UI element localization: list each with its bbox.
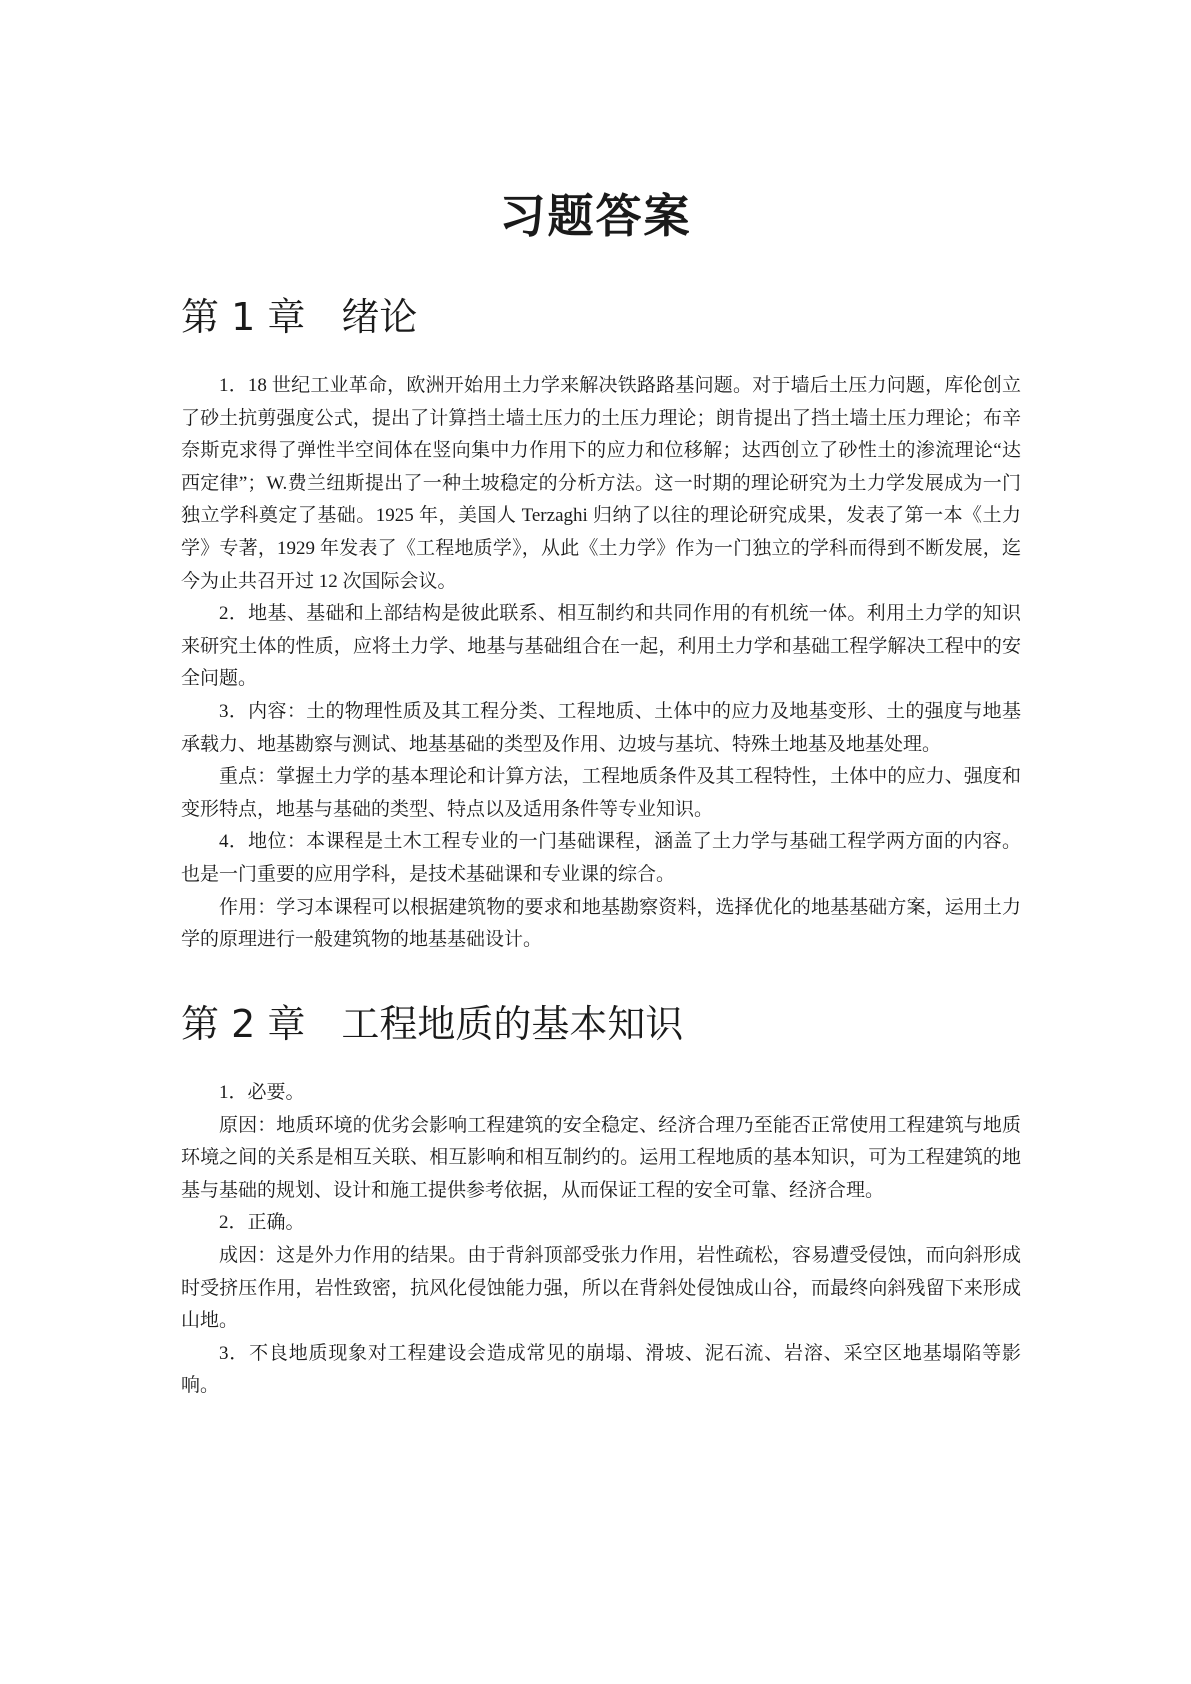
chapter-2-paragraph-3: 2．正确。 bbox=[219, 1212, 305, 1234]
chapter-2-paragraph-2: 原因：地质环境的优劣会影响工程建筑的安全稳定、经济合理乃至能否正常使用工程建筑与地质环境之间的关系是相互关联、相互影响和相互制约的。运用工程地质的基本知识，可为工程建筑的地基与基础的规划、设计和施工提供参考依据，从而保证工程的安全可靠、经济合理。 bbox=[181, 1114, 1021, 1201]
chapter-1-paragraph-2: 2．地基、基础和上部结构是彼此联系、相互制约和共同作用的有机统一体。利用土力学的知识来研究土体的性质，应将土力学、地基与基础组合在一起，利用土力学和基础工程学解决工程中的安全问题。 bbox=[181, 603, 1021, 690]
chapter-1-body bbox=[181, 370, 1021, 957]
chapter-1-name: 绪论 bbox=[341, 295, 418, 339]
chapter-2-heading bbox=[181, 999, 1021, 1049]
chapter-2-paragraph-4: 成因：这是外力作用的结果。由于背斜顶部受张力作用，岩性疏松，容易遭受侵蚀，而向斜形成时受挤压作用，岩性致密，抗风化侵蚀能力强，所以在背斜处侵蚀成山谷，而最终向斜残留下来形成山地。 bbox=[181, 1244, 1021, 1332]
chapter-2-paragraph-5: 3．不良地质现象对工程建设会造成常见的崩塌、滑坡、泥石流、岩溶、采空区地基塌陷等影响。 bbox=[181, 1342, 1021, 1397]
chapter-1-heading bbox=[181, 292, 1021, 342]
chapter-1-paragraph-6: 作用：学习本课程可以根据建筑物的要求和地基勘察资料，选择优化的地基基础方案，运用土力学的原理进行一般建筑物的地基基础设计。 bbox=[181, 896, 1021, 951]
chapter-2-number: 第 2 章 bbox=[181, 1002, 306, 1046]
chapter-1-paragraph-4: 重点：掌握土力学的基本理论和计算方法，工程地质条件及其工程特性，土体中的应力、强度和变形特点，地基与基础的类型、特点以及适用条件等专业知识。 bbox=[181, 766, 1021, 820]
document-title: 习题答案 bbox=[499, 189, 692, 243]
chapter-1-number: 第 1 章 bbox=[181, 295, 306, 339]
chapter-1-paragraph-3: 3．内容：土的物理性质及其工程分类、工程地质、土体中的应力及地基变形、土的强度与地基承载力、地基勘察与测试、地基基础的类型及作用、边坡与基坑、特殊土地基及地基处理。 bbox=[181, 700, 1021, 755]
chapter-1-paragraph-5: 4．地位：本课程是土木工程专业的一门基础课程，涵盖了土力学与基础工程学两方面的内容。也是一门重要的应用学科，是技术基础课和专业课的综合。 bbox=[181, 831, 1021, 885]
chapter-2-body bbox=[181, 1077, 1021, 1403]
chapter-1-paragraph-1: 1．18 世纪工业革命，欧洲开始用土力学来解决铁路路基问题。对于墙后土压力问题，库伦创立了砂土抗剪强度公式，提出了计算挡土墙土压力的土压力理论；朗肯提出了挡土墙土压力理论；布辛奈斯克求得了弹性半空间体在竖向集中力作用下的应力和位移解；达西创立了砂性土的渗流理论“达西定律”；W.费兰纽斯提出了一种土坡稳定的分析方法。这一时期的理论研究为土力学发展成为一门独立学科奠定了基础。1925 年，美国人 Terzaghi 归纳了以往的理论研究成果，发表了第一本《土力学》专著，1929 年发表了《工程地质学》，从此《土力学》作为一门独立的学科而得到不断发展，迄今为止共召开过 12 次国际会议。 bbox=[181, 375, 1021, 592]
chapter-2-paragraph-1: 1．必要。 bbox=[219, 1082, 305, 1103]
chapter-2-name: 工程地质的基本知识 bbox=[341, 1002, 684, 1046]
